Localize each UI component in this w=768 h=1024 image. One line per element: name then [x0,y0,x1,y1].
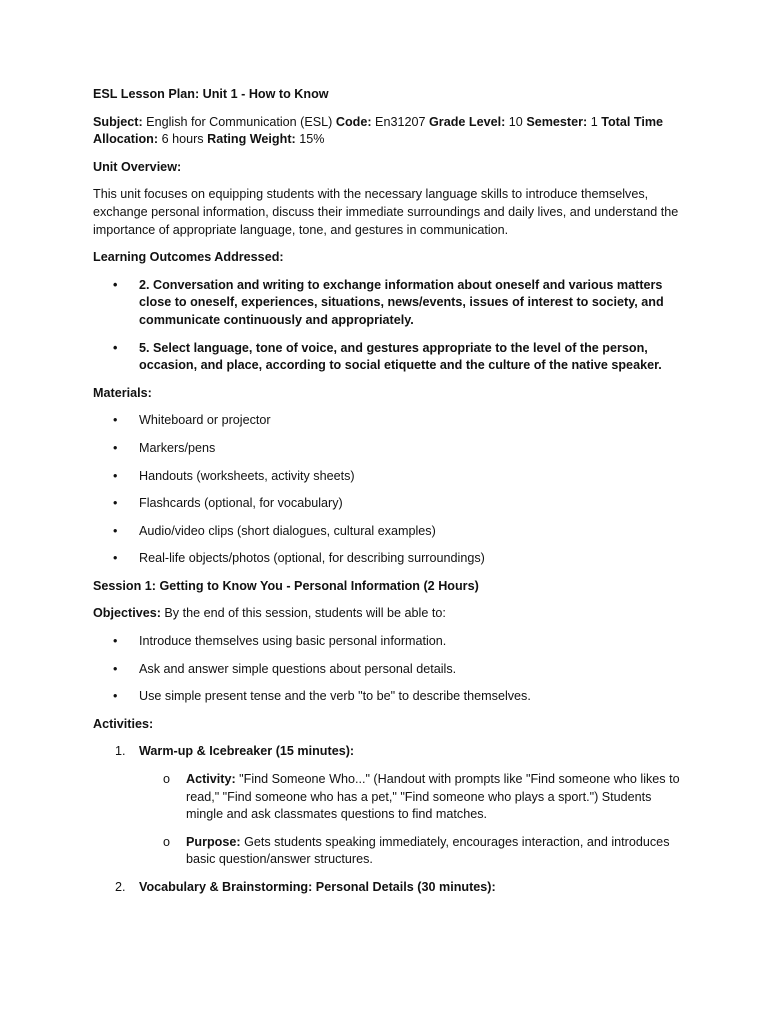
activities-list [93,743,683,896]
code-label: Code: [335,114,372,129]
course-meta [93,114,683,149]
outcome-item: • 2. Conversation and writing to exchange information about oneself and various matters close to oneself, experiences, situations, news/events, issues of interest to society, and communicate continuously and appropriately. [93,277,683,330]
subitem-label: Activity: [186,772,236,787]
code-value: En31207 [371,114,429,129]
weight-label: Rating Weight: [207,132,296,147]
objective-item: • Ask and answer simple questions about personal details. [93,661,683,679]
material-item: • Markers/pens [93,440,683,458]
activity-number: 2. [115,880,126,894]
material-item: • Real-life objects/photos (optional, for describing surroundings) [93,550,683,568]
material-item: • Audio/video clips (short dialogues, cultural examples) [93,523,683,541]
objectives-intro [93,605,683,623]
materials-list [93,412,683,568]
document-page [93,86,683,907]
document-title: ESL Lesson Plan: Unit 1 - How to Know [93,87,329,101]
activity-title: Warm-up & Icebreaker (15 minutes): [139,744,355,759]
subject-label: Subject: [93,114,143,129]
semester-label: Semester: [526,114,588,129]
outcomes-list [93,277,683,375]
activity-title: Vocabulary & Brainstorming: Personal Details (30 minutes): [139,880,496,894]
grade-value: 10 [505,114,527,129]
overview-text: This unit focuses on equipping students with the necessary language skills to introduce themselves, exchange personal information, discuss their immediate surroundings and daily lives, and understand the importance of appropriate language, tone, and gestures in communication. [93,187,679,237]
outcome-item: • 5. Select language, tone of voice, and gestures appropriate to the level of the person, occasion, and place, according to social etiquette and the culture of the native speaker. [93,340,683,375]
semester-value: 1 [587,114,602,129]
outcomes-heading: Learning Outcomes Addressed: [93,250,284,265]
material-item: • Flashcards (optional, for vocabulary) [93,495,683,513]
time-value: 6 hours [158,132,208,147]
materials-heading: Materials: [93,385,152,400]
activity-subitem [139,771,683,824]
objective-item: • Use simple present tense and the verb "to be" to describe themselves. [93,688,683,706]
activity-item [93,743,683,869]
grade-label: Grade Level: [429,114,506,129]
activity-sublist [139,771,683,869]
objectives-list [93,633,683,706]
subitem-label: Purpose: [186,834,241,849]
objectives-label: Objectives: [93,606,161,621]
activity-number: 1. [115,744,126,759]
subitem-text: "Find Someone Who..." (Handout with prompts like "Find someone who likes to read," "Find someone who has a pet," "Find someone who plays a sport.") Students mingle and ask classmates questions to find matches. [186,772,680,822]
subject-value: English for Communication (ESL) [142,114,336,129]
material-item: • Handouts (worksheets, activity sheets) [93,468,683,486]
session-heading: Session 1: Getting to Know You - Personal Information (2 Hours) [93,578,479,593]
overview-heading: Unit Overview: [93,159,182,174]
activity-subitem [139,834,683,869]
time-label: Total Time Allocation: [93,114,664,147]
weight-value: 15% [295,132,325,147]
activity-item [93,879,683,897]
objectives-text: By the end of this session, students will be able to: [160,606,446,621]
activities-heading: Activities: [93,716,154,731]
objective-item: • Introduce themselves using basic personal information. [93,633,683,651]
material-item: • Whiteboard or projector [93,412,683,430]
subitem-text: Gets students speaking immediately, encourages interaction, and introduces basic question/answer structures. [186,834,670,867]
